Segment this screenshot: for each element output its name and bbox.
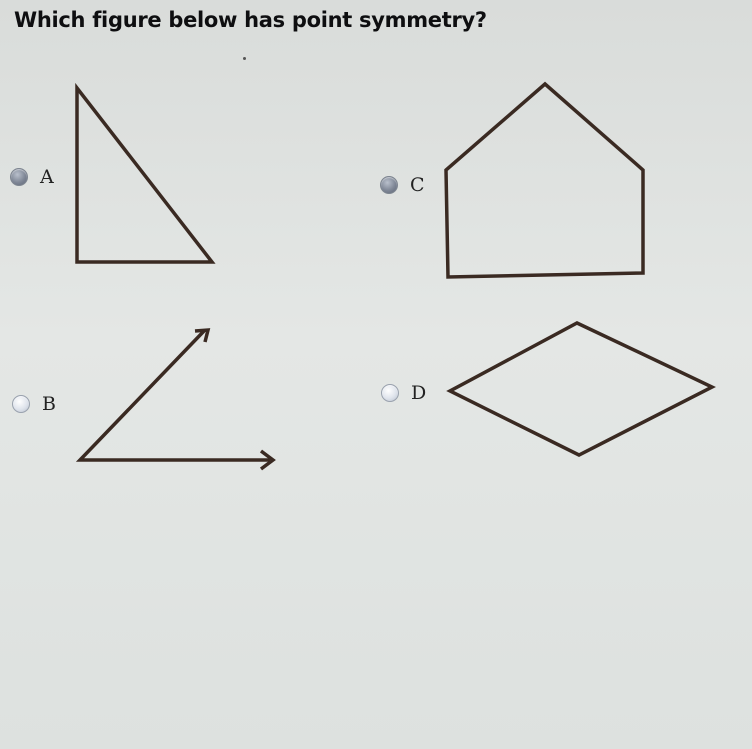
stray-dot (243, 57, 246, 60)
choice-b-label: B (42, 393, 56, 415)
figure-b-angle-arrows (80, 330, 273, 469)
choice-a[interactable] (10, 166, 54, 188)
figure-d-rhombus (450, 323, 712, 455)
figure-a-right-triangle (77, 88, 212, 262)
choice-a-radio[interactable] (10, 168, 28, 186)
choice-d-radio[interactable] (381, 384, 399, 402)
choice-c-radio[interactable] (380, 176, 398, 194)
choice-b[interactable] (12, 393, 56, 415)
figure-c-pentagon (446, 84, 643, 277)
choice-a-label: A (40, 166, 54, 188)
choice-c[interactable] (380, 174, 425, 196)
choice-d-label: D (411, 382, 427, 404)
choice-c-label: C (410, 174, 425, 196)
choice-b-radio[interactable] (12, 395, 30, 413)
question-title: Which figure below has point symmetry? (14, 8, 487, 32)
choice-d[interactable] (381, 382, 426, 404)
